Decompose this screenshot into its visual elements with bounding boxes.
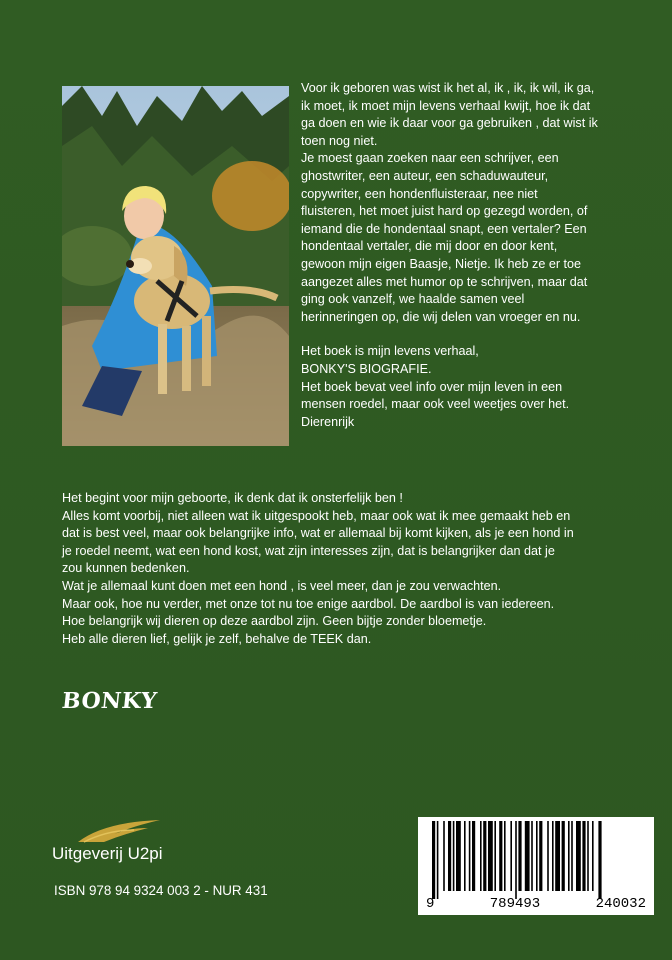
barcode-bar [547,821,549,891]
barcode-bar [456,821,461,891]
barcode-bar [515,821,517,899]
barcode-bar [525,821,530,891]
barcode-bar [469,821,471,891]
barcode-digit-first: 9 [426,896,435,912]
barcode-digits [418,896,654,912]
barcode-bar [464,821,466,891]
wing-logo-icon [74,818,164,844]
barcode-digit-group-1: 789493 [489,896,541,912]
barcode-bar [510,821,512,891]
barcode-bar [472,821,475,891]
barcode-bar [598,821,601,899]
barcode [418,817,654,915]
barcode-bar [453,821,455,891]
barcode-bar [582,821,585,891]
barcode-bar [499,821,502,891]
barcode-bar [539,821,542,891]
barcode-bar [448,821,451,891]
barcode-bar [555,821,560,891]
barcode-bar [562,821,565,891]
barcode-bar [552,821,554,891]
blurb-paragraph: Het begint voor mijn geboorte, ik denk dat ik onsterfelijk ben ! Alles komt voorbij, niet alleen wat ik uitgespookt heb, maar ook wat ik mee gemaakt heb en dat is best veel, maar ook belangrijke info, wat er allemaal bij komt kijken, als je een hond in je roedel neemt, wat een hond kost, wat zijn interesses zijn, dat is belangrijker dan dat je zou kunnen bedenken. Wat je allemaal kunt doen met een hond , is veel meer, dan je zou verwachten. Maar ook, hoe nu verder, met onze tot nu toe enige aardbol. De aardbol is van iedereen. Hoe belangrijk wij dieren op deze aardbol zijn. Geen bijtje zonder bloemetje. Heb alle dieren lief, gelijk je zelf, behalve de TEEK dan. [62,491,574,646]
barcode-bar [480,821,482,891]
barcode-bar [587,821,589,891]
barcode-bar [592,821,594,891]
signature-bonky: BONKY [60,688,159,714]
barcode-bars [418,821,654,901]
barcode-bar [531,821,533,891]
intro-paragraph: Voor ik geboren was wist ik het al, ik , ik, ik wil, ik ga, ik moet, ik moet mijn levens verhaal kwijt, hoe ik dat ga doen en wie ik daar voor ga gebruiken , dat wist ik toen nog niet. Je moest gaan zoeken naar een schrijver, een ghostwriter, een auteur, een schaduwauteur, copywriter, een hondenfluisteraar, nee niet fluisteren, het moet juist hard op gezegd worden, of iemand die de hondentaal snapt, een vertaler? Een hondentaal vertaler, die mij door en door kent, gewoon mijn eigen Baasje, Nietje. Ik heb ze er toe aangezet alles met humor op te schrijven, maar dat ging ook vanzelf, we haalde samen veel herinneringen op, die wij delen van vroeger en nu. [301,81,598,324]
barcode-bar [437,821,439,899]
cover-photo-woman-with-dog [62,86,289,446]
barcode-bar [443,821,445,891]
barcode-bar [432,821,435,899]
barcode-bar [568,821,570,891]
barcode-digit-group-2: 240032 [595,896,646,912]
barcode-bar [494,821,496,891]
barcode-bar [488,821,493,891]
barcode-bar [576,821,581,891]
barcode-bar [483,821,486,891]
publisher-name: Uitgeverij U2pi [52,844,163,863]
barcode-bar [536,821,538,891]
blurb-text [62,490,652,648]
barcode-bar [571,821,573,891]
isbn-line: ISBN 978 94 9324 003 2 - NUR 431 [54,883,268,898]
barcode-bar [504,821,506,891]
photo-illustration [62,86,289,446]
intro-text [301,80,661,431]
intro-paragraph: Het boek is mijn levens verhaal, BONKY'S BIOGRAFIE. Het boek bevat veel info over mijn leven in een mensen roedel, maar ook veel weetjes over het. Dierenrijk [301,344,570,429]
barcode-bar [518,821,521,891]
